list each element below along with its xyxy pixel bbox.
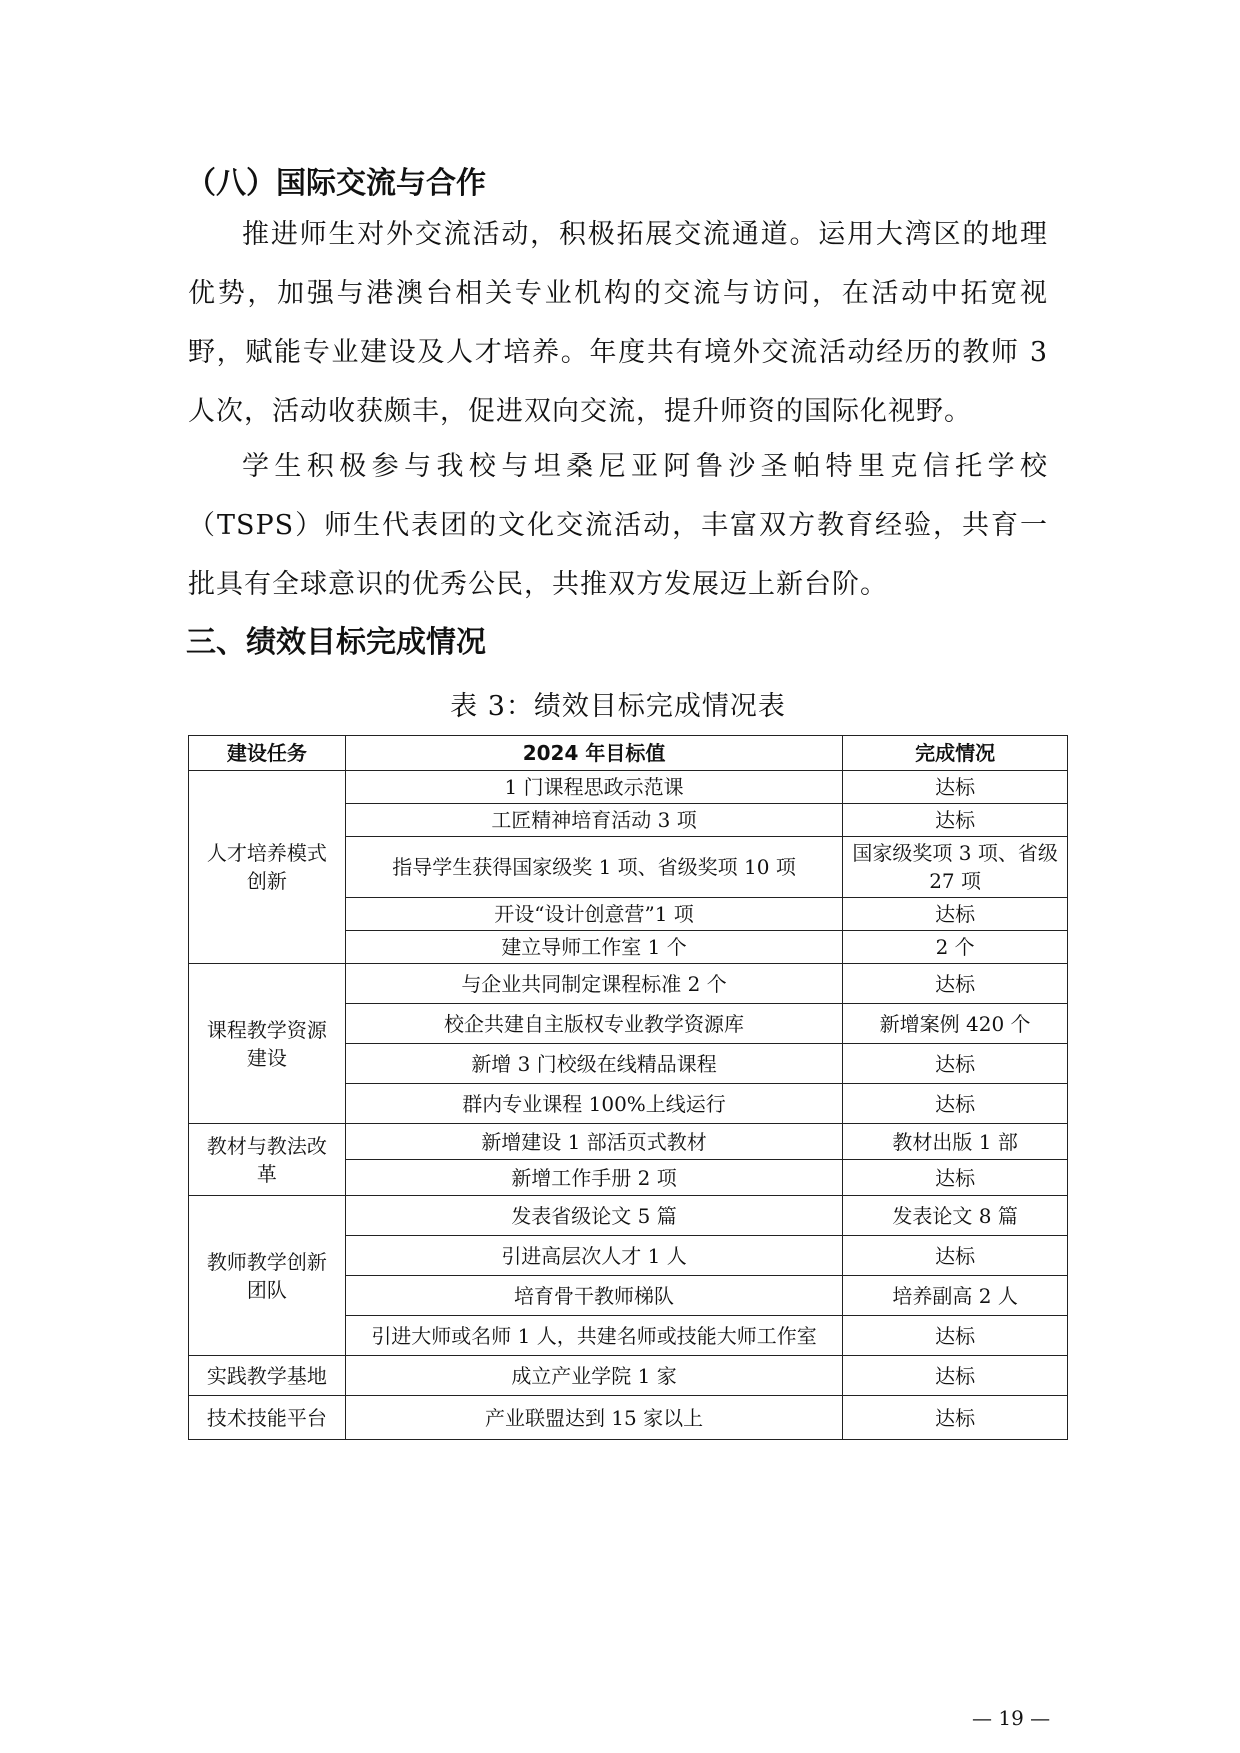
table-caption: 表 3：绩效目标完成情况表 <box>450 691 786 722</box>
cell-target: 1 门课程思政示范课 <box>345 771 842 804</box>
cell-status: 达标 <box>843 964 1068 1004</box>
cell-status: 达标 <box>843 1396 1068 1440</box>
cell-target: 与企业共同制定课程标准 2 个 <box>345 964 842 1004</box>
cell-status: 培养副高 2 人 <box>843 1276 1068 1316</box>
cell-target: 引进高层次人才 1 人 <box>345 1236 842 1276</box>
cell-task: 实践教学基地 <box>189 1356 346 1396</box>
table-row <box>189 964 1068 1004</box>
cell-target: 新增建设 1 部活页式教材 <box>345 1124 842 1160</box>
cell-target: 开设“设计创意营”1 项 <box>345 898 842 931</box>
cell-target: 校企共建自主版权专业教学资源库 <box>345 1004 842 1044</box>
cell-status: 达标 <box>843 1356 1068 1396</box>
table-row <box>189 771 1068 804</box>
cell-status: 发表论文 8 篇 <box>843 1196 1068 1236</box>
cell-target: 指导学生获得国家级奖 1 项、省级奖项 10 项 <box>345 837 842 898</box>
cell-target: 发表省级论文 5 篇 <box>345 1196 842 1236</box>
table-row <box>189 1124 1068 1160</box>
cell-target: 新增 3 门校级在线精品课程 <box>345 1044 842 1084</box>
paragraph-exchange-teachers: 推进师生对外交流活动，积极拓展交流通道。运用大湾区的地理优势，加强与港澳台相关专业机构的交流与访问，在活动中拓宽视野，赋能专业建设及人才培养。年度共有境外交流活动经历的教师 3 人次，活动收获颇丰，促进双向交流，提升师资的国际化视野。 <box>188 219 1048 427</box>
section-heading-international: （八）国际交流与合作 <box>186 166 486 201</box>
cell-status: 达标 <box>843 1316 1068 1356</box>
cell-target: 建立导师工作室 1 个 <box>345 931 842 964</box>
section-heading-performance: 三、绩效目标完成情况 <box>186 625 486 660</box>
cell-status: 达标 <box>843 1236 1068 1276</box>
table-row <box>189 1196 1068 1236</box>
cell-status: 达标 <box>843 898 1068 931</box>
cell-task: 教材与教法改革 <box>189 1124 346 1196</box>
cell-task: 人才培养模式创新 <box>189 771 346 964</box>
cell-status: 达标 <box>843 1044 1068 1084</box>
table-row <box>189 1396 1068 1440</box>
cell-status: 国家级奖项 3 项、省级 27 项 <box>843 837 1068 898</box>
cell-target: 工匠精神培育活动 3 项 <box>345 804 842 837</box>
cell-target: 新增工作手册 2 项 <box>345 1160 842 1196</box>
header-task: 建设任务 <box>189 736 346 771</box>
cell-target: 产业联盟达到 15 家以上 <box>345 1396 842 1440</box>
cell-task: 教师教学创新团队 <box>189 1196 346 1356</box>
page-number: — 19 — <box>972 1706 1051 1730</box>
cell-task: 课程教学资源建设 <box>189 964 346 1124</box>
performance-table <box>188 735 1068 1440</box>
header-status: 完成情况 <box>843 736 1068 771</box>
table-row <box>189 1356 1068 1396</box>
header-target: 2024 年目标值 <box>345 736 842 771</box>
cell-status: 达标 <box>843 1160 1068 1196</box>
cell-task: 技术技能平台 <box>189 1396 346 1440</box>
table-header-row <box>189 736 1068 771</box>
cell-status: 达标 <box>843 1084 1068 1124</box>
cell-status: 达标 <box>843 804 1068 837</box>
cell-target: 群内专业课程 100%上线运行 <box>345 1084 842 1124</box>
cell-status: 2 个 <box>843 931 1068 964</box>
cell-target: 培育骨干教师梯队 <box>345 1276 842 1316</box>
cell-target: 引进大师或名师 1 人，共建名师或技能大师工作室 <box>345 1316 842 1356</box>
cell-status: 达标 <box>843 771 1068 804</box>
cell-status: 教材出版 1 部 <box>843 1124 1068 1160</box>
paragraph-exchange-students: 学生积极参与我校与坦桑尼亚阿鲁沙圣帕特里克信托学校（TSPS）师生代表团的文化交流活动，丰富双方教育经验，共育一批具有全球意识的优秀公民，共推双方发展迈上新台阶。 <box>188 451 1048 600</box>
cell-status: 新增案例 420 个 <box>843 1004 1068 1044</box>
cell-target: 成立产业学院 1 家 <box>345 1356 842 1396</box>
